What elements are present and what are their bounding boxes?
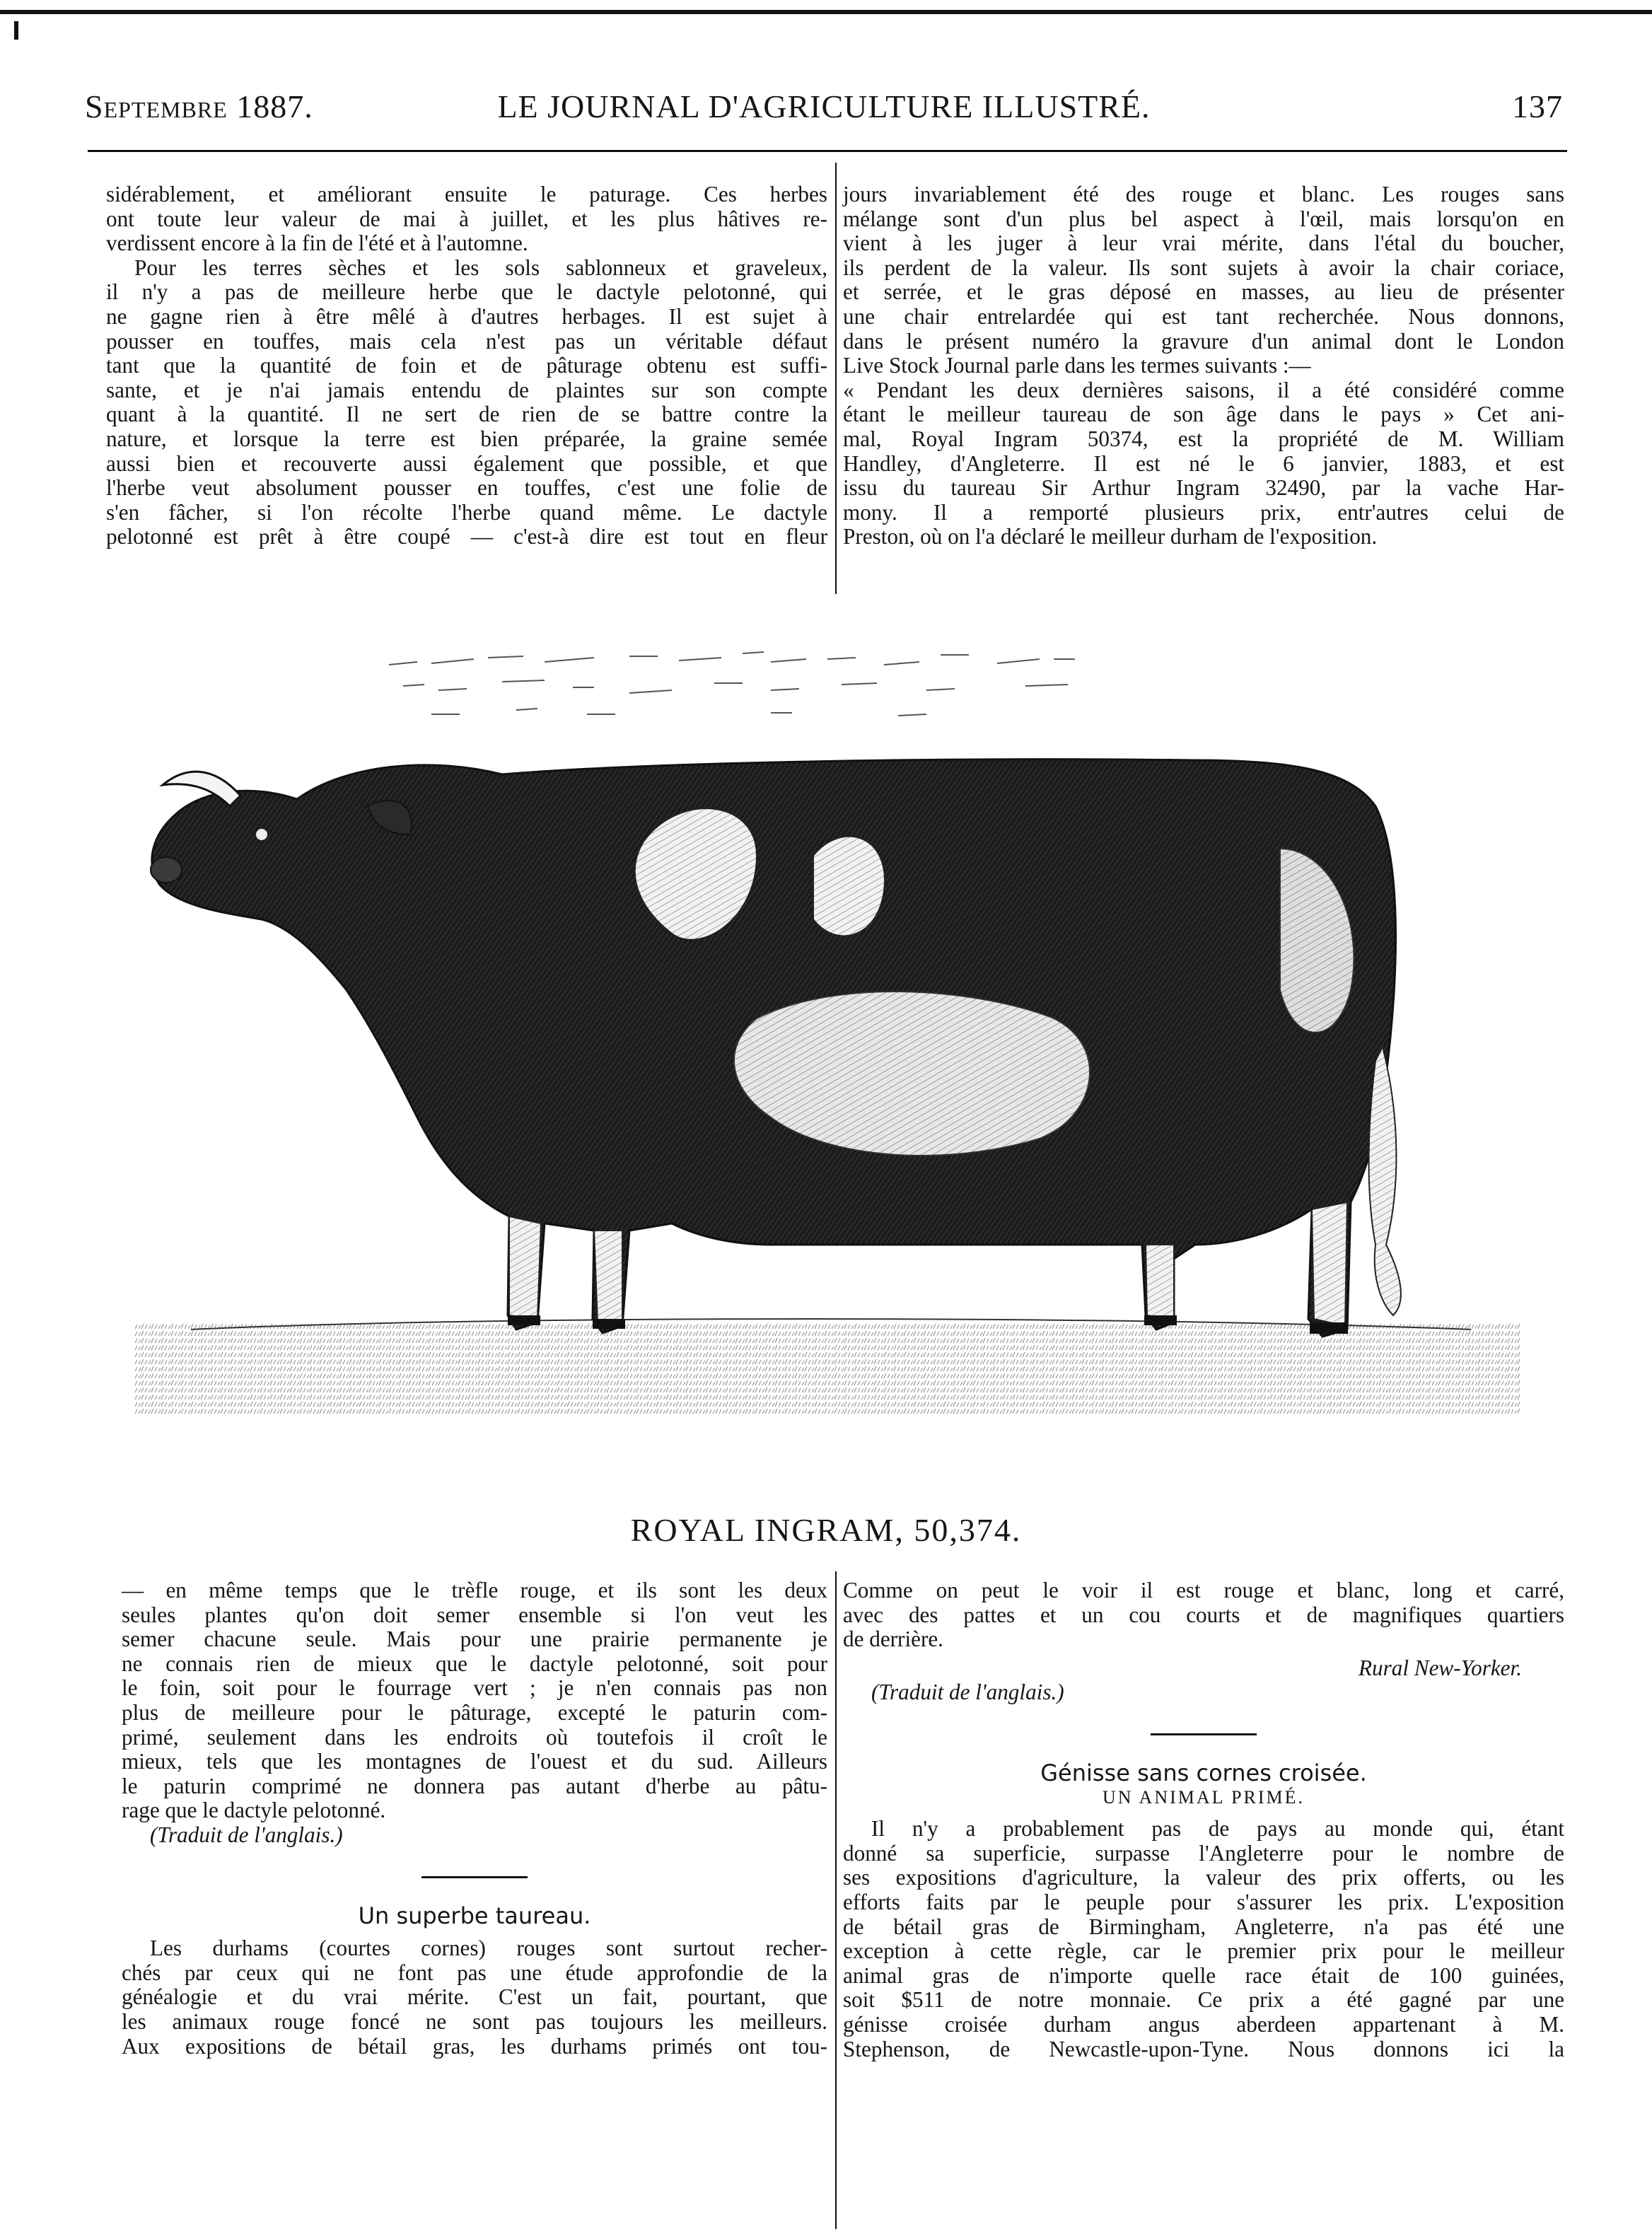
text-line: Handley, d'Angleterre. Il est né le 6 janvier, 1883, et est [843, 450, 1564, 476]
text-line: généalogie et du vrai mérite. C'est un fait, pourtant, que [122, 1984, 827, 2010]
text-line: Live Stock Journal parle dans les termes suivants :— [843, 353, 1311, 378]
text-line: sidérablement, et améliorant ensuite le paturage. Ces herbes [106, 182, 827, 206]
translation-note: (Traduit de l'anglais.) [871, 1680, 1064, 1705]
text-line: Stephenson, de Newcastle-upon-Tyne. Nous donnons ici la [843, 2036, 1564, 2061]
text-line: Aux expositions de bétail gras, les durhams primés ont tou- [122, 2033, 827, 2059]
text-line: étant le meilleur taureau de son âge dans le pays » Cet ani- [843, 402, 1564, 427]
text-line: de derrière. [843, 1627, 943, 1652]
text-line: aussi bien et recouverte aussi également que possible, et que [106, 450, 827, 476]
running-head [85, 88, 1563, 130]
text-line: ne gagne rien à être mêlé à d'autres herbages. Il est sujet à [106, 303, 827, 329]
text-line: primé, seulement dans les endroits où toutefois il croît le [122, 1724, 827, 1750]
text-line: semer chacune seule. Mais pour une prairie permanente je [122, 1627, 827, 1652]
bull-eye [256, 829, 267, 840]
section-rule [1151, 1733, 1257, 1735]
text-line: seules plantes qu'on doit semer ensemble si l'on veut les [122, 1602, 827, 1627]
text-line: verdissent encore à la fin de l'été et à l'automne. [106, 231, 528, 256]
text-line: pelotonné est prêt à être coupé — c'est-à dire est tout en fleur [106, 524, 827, 549]
text-line: plus de meilleure pour le pâturage, excepté le paturin com- [122, 1699, 827, 1725]
text-line: et serrée, et le gras déposé en masses, au lieu de présenter [843, 279, 1564, 305]
text-line: le paturin comprimé ne donnera pas autant d'herbe au pâtu- [122, 1773, 827, 1798]
section-title: Un superbe taureau. [358, 1902, 591, 1929]
text-line: jours invariablement été des rouge et blanc. Les rouges sans [843, 182, 1564, 206]
ground-grass [134, 1322, 1520, 1414]
text-line: « Pendant les deux dernières saisons, il a été considéré comme [843, 377, 1564, 402]
figure-caption: ROYAL INGRAM, 50,374. [630, 1512, 1022, 1548]
text-line: pousser en touffes, mais cela n'est pas un véritable défaut [106, 328, 827, 354]
text-line: ont toute leur valeur de mai à juillet, et les plus hâtives re- [106, 206, 827, 231]
text-line: issu du taureau Sir Arthur Ingram 32490, par la vache Har- [843, 475, 1564, 501]
text-line: une chair entrelardée qui est tant recherchée. Nous donnons, [843, 303, 1564, 329]
text-line: chés par ceux qui ne font pas une étude approfondie de la [122, 1960, 827, 1985]
text-line: efforts faits par le peuple pour s'assurer les prix. L'exposition [843, 1889, 1564, 1914]
text-line: exception à cette règle, car le premier prix pour le meilleur [843, 1938, 1564, 1964]
text-line: mony. Il a remporté plusieurs prix, entr'autres celui de [843, 499, 1564, 525]
header-page-number: 137 [1512, 88, 1563, 124]
text-line: quant à la quantité. Il ne sert de rien de se battre contre la [106, 402, 827, 427]
text-line: ne connais rien de mieux que le dactyle pelotonné, soit pour [122, 1651, 827, 1676]
bottom-left-column [122, 1578, 827, 2059]
corner-mark [14, 21, 18, 40]
bull-muzzle [151, 857, 182, 883]
text-line: donné sa superficie, surpasse l'Angleterre pour le nombre de [843, 1840, 1564, 1866]
text-line: tant que la quantité de foin et de pâturage obtenu est suffi- [106, 353, 827, 378]
section-subtitle: UN ANIMAL PRIMÉ. [1102, 1786, 1305, 1808]
section-title: Génisse sans cornes croisée. [1040, 1759, 1367, 1786]
text-line: avec des pattes et un cou courts et de magnifiques quartiers [843, 1602, 1564, 1627]
text-line: ses expositions d'agriculture, la valeur des prix offerts, ou les [843, 1865, 1564, 1890]
text-line: dans le présent numéro la gravure d'un animal dont le London [843, 328, 1564, 354]
text-line: le foin, soit pour le fourrage vert ; je n'en connais pas non [122, 1675, 827, 1701]
text-line: sante, et je n'ai jamais entendu de plaintes sur son compte [106, 377, 827, 402]
translation-note: (Traduit de l'anglais.) [150, 1822, 343, 1847]
column-divider-bottom [835, 1571, 837, 2229]
bull-engraving [134, 622, 1520, 1513]
text-line: Les durhams (courtes cornes) rouges sont surtout recher- [150, 1936, 827, 1961]
text-line: mal, Royal Ingram 50374, est la propriété de M. William [843, 426, 1564, 451]
bottom-right-column [843, 1578, 1564, 2061]
text-line: Comme on peut le voir il est rouge et blanc, long et carré, [843, 1578, 1564, 1602]
text-line: s'en fâcher, si l'on récolte l'herbe quand même. Le dactyle [106, 499, 827, 525]
text-line: Preston, où on l'a déclaré le meilleur durham de l'exposition. [843, 524, 1378, 549]
text-line: rage que le dactyle pelotonné. [122, 1798, 386, 1823]
source-attribution: Rural New-Yorker. [1358, 1655, 1522, 1680]
top-right-column [843, 182, 1564, 549]
text-line: nature, et lorsque la terre est bien préparée, la graine semée [106, 426, 827, 451]
text-line: vient à les juger à leur vrai mérite, dans l'étal du boucher, [843, 231, 1564, 256]
top-border-rule [0, 10, 1652, 14]
header-rule [88, 150, 1567, 152]
header-date: Septembre 1887. [85, 88, 313, 124]
text-line: animal gras de n'importe quelle race était de 100 guinées, [843, 1962, 1564, 1988]
text-line: — en même temps que le trèfle rouge, et ils sont les deux [122, 1578, 827, 1602]
text-line: mieux, tels que les montagnes de l'ouest et du sud. Ailleurs [122, 1749, 827, 1774]
text-line: mélange sont d'un plus bel aspect à l'œil, mais lorsqu'on en [843, 206, 1564, 231]
text-line: génisse croisée durham angus aberdeen appartenant à M. [843, 2011, 1564, 2037]
section-rule [421, 1876, 528, 1878]
column-divider-top [835, 163, 837, 594]
text-line: l'herbe veut absolument pousser en touffes, c'est une folie de [106, 475, 827, 501]
top-left-column [106, 182, 827, 549]
text-line: les animaux rouge foncé ne sont pas toujours les meilleurs. [122, 2008, 827, 2034]
header-journal-title: LE JOURNAL D'AGRICULTURE ILLUSTRÉ. [497, 88, 1151, 124]
text-line: de bétail gras de Birmingham, Angleterre, n'a pas été une [843, 1914, 1564, 1939]
text-line: Pour les terres sèches et les sols sablonneux et graveleux, [134, 255, 827, 280]
text-line: Il n'y a probablement pas de pays au monde qui, étant [871, 1816, 1564, 1842]
text-line: soit $511 de notre monnaie. Ce prix a été gagné par une [843, 1987, 1564, 2013]
background-sky [389, 652, 1075, 716]
bull-tail [1369, 1047, 1401, 1315]
text-line: il n'y a pas de meilleure herbe que le dactyle pelotonné, qui [106, 279, 827, 305]
text-line: ils perdent de la valeur. Ils sont sujets à avoir la chair coriace, [843, 255, 1564, 280]
